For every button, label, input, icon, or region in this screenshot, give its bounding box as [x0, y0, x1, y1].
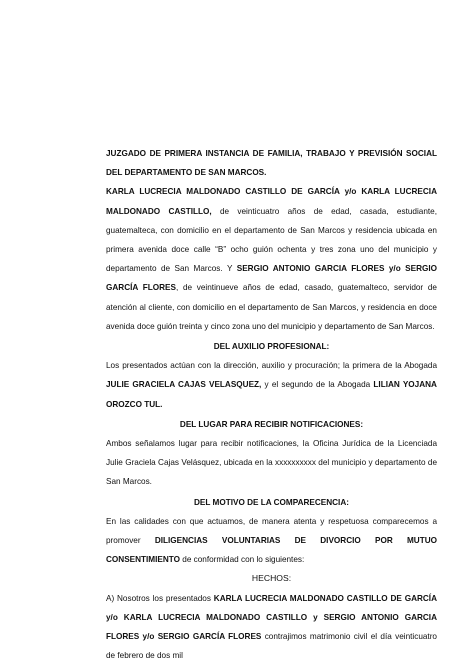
hechos-names: KARLA LUCRECIA MALDONADO CASTILLO DE GARCÍA y/o KARLA LUCRECIA MALDONADO CASTILLO y SERGIO ANTONIO GARCIA FLORES y/o SERGIO GARCÍA FLORES — [106, 593, 437, 642]
motivo-text-1: En las calidades con que actuamos, de manera atenta y respetuosa comparecemos a promover — [106, 516, 437, 546]
document-body — [106, 144, 437, 665]
hechos-text-1: A) Nosotros los presentados — [106, 593, 214, 603]
auxilio-text-2: y el segundo de la Abogada — [261, 380, 374, 390]
section-heading-hechos: HECHOS: — [251, 573, 292, 584]
party-1-details: de veinticuatro años de edad, casada, estudiante, guatemalteca, con domicilio en el departamento de San Marcos y residencia ubicada en primera avenida doce calle “B” ocho guión ochenta y tres zona uno del municipio y departamento de San Marcos. Y — [106, 206, 437, 274]
section-heading-auxilio: DEL AUXILIO PROFESIONAL: — [213, 342, 330, 352]
court-heading: JUZGADO DE PRIMERA INSTANCIA DE FAMILIA, TRABAJO Y PREVISIÓN SOCIAL DEL DEPARTAMENTO DE SAN MARCOS. — [106, 149, 437, 178]
attorney-2-name: LILIAN YOJANA OROZCO TUL. — [106, 380, 437, 409]
auxilio-paragraph — [106, 356, 437, 414]
party-1-name: KARLA LUCRECIA MALDONADO CASTILLO DE GARCÍA y/o KARLA LUCRECIA MALDONADO CASTILLO, — [106, 187, 437, 216]
notificaciones-paragraph: Ambos señalamos lugar para recibir notificaciones, la Oficina Jurídica de la Licenciada Julie Graciela Cajas Velásquez, ubicada en la xxxxxxxxxx del municipio y departamento de San Marcos. — [106, 439, 437, 487]
hechos-text-2: contrajimos matrimonio civil el día veinticuatro de febrero de dos mil — [106, 632, 437, 661]
auxilio-text-1: Los presentados actúan con la dirección, auxilio y procuración; la primera de la Abogada — [106, 361, 437, 371]
attorney-1-name: JULIE GRACIELA CAJAS VELASQUEZ, — [106, 380, 262, 390]
hechos-paragraph — [106, 589, 437, 665]
parties-paragraph — [106, 182, 437, 336]
section-heading-motivo: DEL MOTIVO DE LA COMPARECENCIA: — [194, 497, 349, 507]
section-heading-notificaciones: DEL LUGAR PARA RECIBIR NOTIFICACIONES: — [179, 419, 364, 429]
motivo-text-2: de conformidad con lo siguientes: — [180, 555, 305, 565]
motivo-bold: DILIGENCIAS VOLUNTARIAS DE DIVORCIO POR MUTUO CONSENTIMIENTO — [106, 536, 438, 565]
party-2-name: SERGIO ANTONIO GARCIA FLORES y/o SERGIO GARCÍA FLORES — [106, 264, 437, 293]
motivo-paragraph — [106, 512, 437, 570]
party-2-details: , de veintinueve años de edad, casado, guatemalteco, servidor de atención al cliente, con domicilio en el departamento de San Marcos, y residencia en doce avenida doce guión treinta y cinco zona uno del municipio y departamento de San Marcos. — [106, 283, 437, 331]
